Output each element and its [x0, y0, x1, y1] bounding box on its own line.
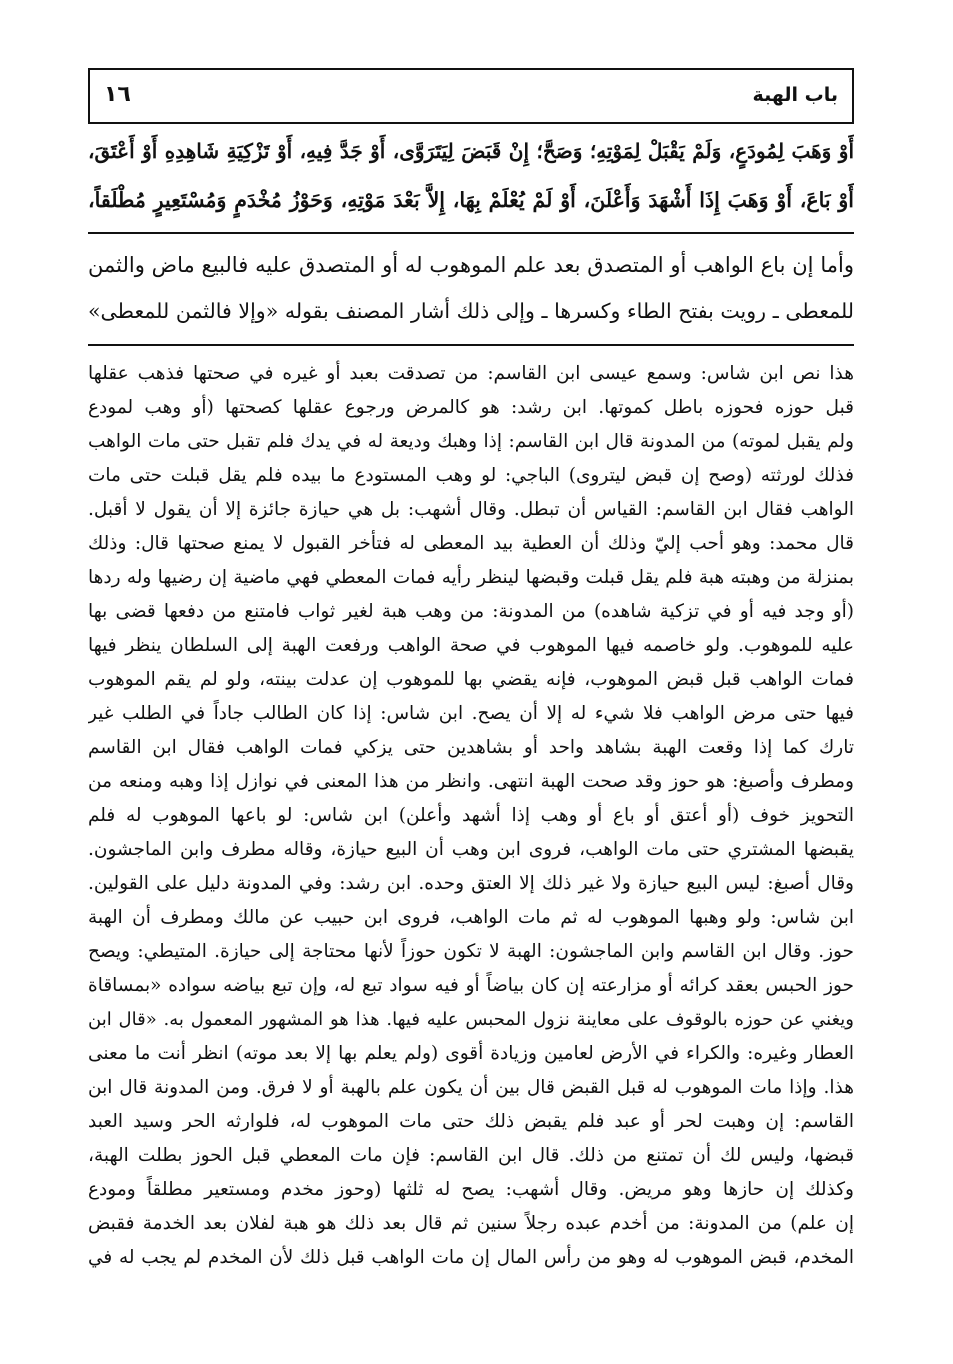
matn-line: أَوْ بَاعَ، أَوْ وَهَبَ إِذَا أَشْهَدَ وَأَعْلَنَ، أَوْ لَمْ يُعْلَمْ بِهَا، إِلاَّ بَعْدَ مَوْتِهِ، وَحَوْزُ مُخْدَمٍ وَمُسْتَعِيرٍ مُطْلَقاً،	[88, 188, 854, 212]
matn-line: أَوْ وَهَبَ لِمُودَعٍ، وَلَمْ يَقْبَلْ لِمَوْتِهِ؛ وَصَحَّ؛ إِنْ قَبَضَ لِيَتَرَوَّى، أَوْ جَدَّ فِيهِ، أَوْ تَزْكِيَةِ شَاهِدِهِ أَوْ أَعْتَقَ،	[88, 139, 854, 163]
commentary-line: العطار وغيره: والكراء في الأرض لعامين وزيادة أقوى (ولم يعلم بها إلا بعد موته) انظر أنت ما معنى	[88, 1043, 854, 1064]
divider	[88, 344, 854, 346]
commentary-line: القاسم: إن وهبت لحر أو عبد فلم يقبض ذلك حتى مات الموهوب له، فلوارثه الحر وسيد العبد	[88, 1111, 854, 1132]
commentary-line: هذا. وإذا مات الموهوب له قبل القبض قال بين أن يكون علم بالهبة أو لا فرق. ومن المدونة قال ابن	[88, 1077, 854, 1098]
commentary-line: يقبضها المشتري حتى مات الواهب، فروى ابن وهب أن البيع حيازة، وقاله مطرف وابن الماجشون.	[88, 839, 854, 860]
commentary-line: الواهب فقال ابن القاسم: القياس أن تبطل. وقال أشهب: بل هي حيازة جائزة إلا أن يقول لا أقبل.	[88, 499, 854, 520]
commentary-line: المخدم، قبض الموهوب له وهو من رأس المال إن مات الواهب قبل ذلك لأن المخدم لم يجب له في	[88, 1247, 854, 1268]
chapter-title: باب الهبة	[752, 84, 838, 106]
commentary-line: بمنزلة من وهبته هبة فلم يقل قبلت وقبضها لينظر رأيه فمات المعطي فهي ماضية إن رضيها وله ردها	[88, 567, 854, 588]
commentary-line: قبل حوزه فحوزه باطل كموتها. ابن رشد: هو كالمرض ورجوع عقلها كصحتها (أو وهب لمودع	[88, 397, 854, 418]
sharh-line: وأما إن باع الواهب أو المتصدق بعد علم الموهوب له أو المتصدق عليه فالبيع ماض والثمن	[88, 253, 854, 277]
commentary-line: تارك كما إذا وقعت الهبة بشاهد واحد أو بشاهدين حتى يزكي فمات الواهب فقال ابن القاسم	[88, 737, 854, 758]
commentary-line: قال محمد: وهو أحب إليّ وذلك أن العطية بيد المعطى له فتأخر القبول لا يمنع صحتها قال: وذلك	[88, 533, 854, 554]
divider	[88, 232, 854, 234]
commentary-line: عليه للموهوب. ولو خاصمه فيها الموهوب في صحة الواهب ورفعت الهبة إلى السلطان ينظر فيها	[88, 635, 854, 656]
page-number: ١٦	[104, 82, 131, 107]
commentary-line: وكذلك إن حازها وهو مريض. وقال أشهب: يصح له ثلثها (وحوز مخدم ومستعير مطلقاً ومودع	[88, 1179, 854, 1200]
commentary-line: فذلك لورثته (وصح إن قبض ليتروى) الباجي: لو وهب المستودع ما بيده فلم يقل قبلت حتى مات	[88, 465, 854, 486]
commentary-line: ومطرف وأصبغ: هو حوز وقد صحت الهبة انتهى. وانظر من هذا المعنى في نوازل إذا وهبه ومنعه من	[88, 771, 854, 792]
commentary-line: إن علم) من المدونة: من أخدم عبده رجلاً سنين ثم قال بعد ذلك هو هبة لفلان بعد الخدمة فقبض	[88, 1213, 854, 1234]
sharh-line: للمعطى ـ رويت بفتح الطاء وكسرها ـ وإلى ذلك أشار المصنف بقوله «وإلا فالثمن للمعطى»	[88, 299, 854, 323]
commentary-line: ابن شاس: ولو وهبها الموهوب له ثم مات الواهب، فروى ابن حبيب عن مالك ومطرف أن الهبة	[88, 907, 854, 928]
commentary-line: ولم يقبل لموته) من المدونة قال ابن القاسم: إذا وهبك وديعة له في يدك فلم تقبل حتى مات الواهب	[88, 431, 854, 452]
commentary-line: هذا نص ابن شاس: وسمع عيسى ابن القاسم: من تصدقت بعبد أو غيره في صحتها فذهب عقلها	[88, 363, 854, 384]
commentary-line: (أو وجد فيه أو في تزكية شاهده) من المدونة: من وهب هبة لغير ثواب فامتنع من دفعها قضى بها	[88, 601, 854, 622]
page-header	[88, 68, 854, 124]
commentary-line: قبضها، وليس لك أن تمتنع من ذلك. قال ابن القاسم: فإن مات المعطي قبل الحوز بطلت الهبة،	[88, 1145, 854, 1166]
commentary-line: حوز الحبس بعقد كرائه أو مزارعته إن كان بياضاً أو فيه سواد تبع له، وإن تبع بياضه سواده «بمساقاة	[88, 975, 854, 996]
commentary-line: حوز. وقال ابن القاسم وابن الماجشون: الهبة لا تكون حوزاً لأنها محتاجة إلى حيازة. المتيطي: ويصح	[88, 941, 854, 962]
commentary-line: فيها حتى مرض الواهب فلا شيء له إلا أن يصح. ابن شاس: إذا كان الطالب جاداً في الطلب غير	[88, 703, 854, 724]
commentary-line: وقال أصبغ: ليس البيع حيازة ولا غير ذلك إلا العتق وحده. ابن رشد: وفي المدونة دليل على القولين.	[88, 873, 854, 894]
commentary-line: التحويز خوف (أو أعتق أو باع أو وهب إذا أشهد وأعلن) ابن شاس: لو باعها الموهوب له فلم	[88, 805, 854, 826]
commentary-line: ويغني عن حوزه بالوقوف على معاينة نزول المحبس عليه فيها. هذا هو المشهور المعمول به. «قال ابن	[88, 1009, 854, 1030]
commentary-line: فمات الواهب قبل قبض الموهوب، فإنه يقضي بها للموهوب إن عدلت بينته، ولو لم يقم الموهوب	[88, 669, 854, 690]
